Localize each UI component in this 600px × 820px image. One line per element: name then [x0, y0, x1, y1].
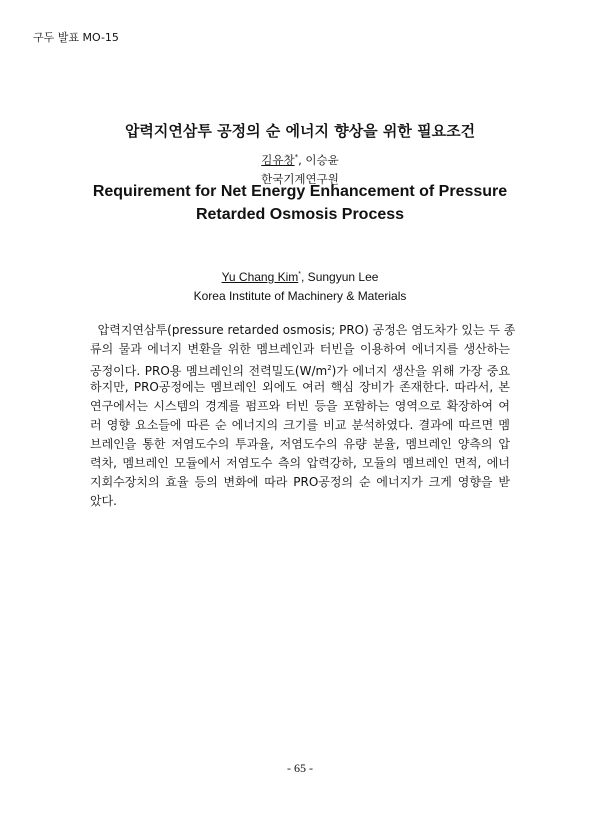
- korean-authors: [0, 152, 600, 168]
- abstract-line: 러 영향 요소들에 따른 순 에너지의 크기를 비교 분석하였다. 결과에 따르면 멤: [90, 418, 510, 432]
- abstract-line: 하지만, PRO공정에는 멤브레인 외에도 여러 핵심 장비가 존재한다. 따라서, 본: [90, 380, 510, 394]
- english-affiliation: Korea Institute of Machinery & Materials: [193, 289, 407, 303]
- abstract-line: [90, 359, 510, 378]
- english-authors: [0, 270, 600, 284]
- abstract-line: 브레인을 통한 저염도수의 투과율, 저염도수의 유량 분율, 멤브레인 양측의 압: [90, 437, 510, 451]
- corresponding-mark: *: [298, 271, 302, 278]
- abstract: [90, 321, 516, 511]
- presenting-author: 김유창: [261, 153, 295, 167]
- co-authors: , Sungyun Lee: [301, 270, 379, 284]
- page-number: - 65 -: [287, 761, 313, 775]
- abstract-line: 지회수장치의 효율 등의 변화에 따라 PRO공정의 순 에너지가 크게 영향을 받: [90, 475, 510, 489]
- abstract-line: 았다.: [90, 494, 117, 508]
- abstract-line: 력차, 멤브레인 모듈에서 저염도수 측의 압력강하, 모듈의 멤브레인 면적, 에너: [90, 456, 510, 470]
- abstract-line: 압력지연삼투(pressure retarded osmosis; PRO) 공정은 염도차가 있는 두 종: [90, 323, 516, 337]
- korean-title: 압력지연삼투 공정의 순 에너지 향상을 위한 필요조건: [124, 122, 476, 140]
- abstract-text: )가 에너지 생산을 위해 가장 중요: [331, 364, 510, 378]
- co-authors: , 이승윤: [298, 153, 339, 167]
- english-title-line-1: Requirement for Net Energy Enhancement of Pressure: [92, 183, 508, 200]
- superscript: 2: [327, 364, 332, 372]
- session-label: 구두 발표 MO-15: [33, 31, 119, 44]
- corresponding-mark: *: [294, 153, 299, 162]
- english-title: [0, 180, 600, 226]
- abstract-text: 공정이다. PRO용 멤브레인의 전력밀도(W/m: [90, 364, 328, 378]
- abstract-line: 연구에서는 시스템의 경계를 펌프와 터빈 등을 포함하는 영역으로 확장하여 여: [90, 399, 510, 413]
- korean-affiliation: 한국기계연구원: [261, 172, 339, 186]
- abstract-line: 류의 물과 에너지 변환을 위한 멤브레인과 터빈을 이용하여 에너지를 생산하는: [90, 342, 510, 356]
- english-title-line-2: Retarded Osmosis Process: [195, 206, 405, 223]
- presenting-author: Yu Chang Kim: [221, 270, 299, 284]
